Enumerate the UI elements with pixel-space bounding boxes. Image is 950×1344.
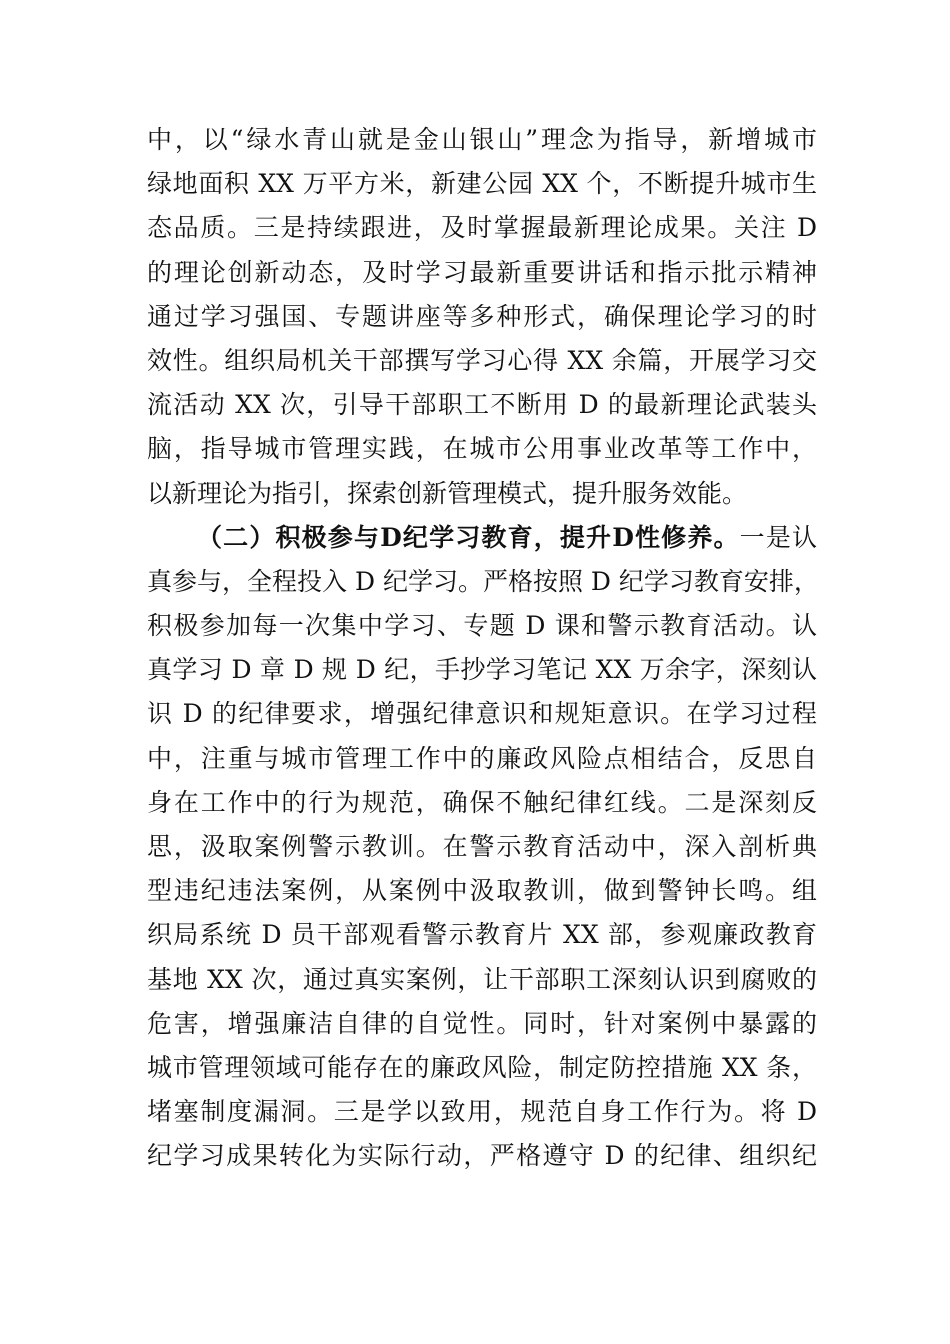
text-line: 基地 XX 次，通过真实案例，让干部职工深刻认识到腐败的: [147, 964, 817, 994]
text-line: 织局系统 D 员干部观看警示教育片 XX 部，参观廉政教育: [147, 920, 817, 950]
text-line: 效性。组织局机关干部撰写学习心得 XX 余篇，开展学习交: [147, 345, 817, 375]
text-line: 通过学习强国、专题讲座等多种形式，确保理论学习的时: [147, 301, 817, 331]
text-line: 流活动 XX 次，引导干部职工不断用 D 的最新理论武装头: [147, 390, 817, 420]
text-line: 识 D 的纪律要求，增强纪律意识和规矩意识。在学习过程: [147, 699, 817, 729]
text-line: 思，汲取案例警示教训。在警示教育活动中，深入剖析典: [147, 832, 817, 861]
text-line: 真学习 D 章 D 规 D 纪，手抄学习笔记 XX 万余字，深刻认: [147, 655, 817, 685]
section-heading-line: [147, 516, 817, 560]
body-text: [147, 118, 817, 1179]
text-line: 型违纪违法案例，从案例中汲取教训，做到警钟长鸣。组: [147, 876, 817, 906]
heading-line-rest: 一是认: [739, 522, 817, 552]
section-heading: （二）积极参与D纪学习教育，提升D性修养。: [197, 522, 740, 552]
text-line: 中，以“绿水青山就是金山银山”理念为指导，新增城市: [147, 125, 817, 154]
text-line: 脑，指导城市管理实践，在城市公用事业改革等工作中，: [147, 434, 817, 464]
text-line: 堵塞制度漏洞。三是学以致用，规范自身工作行为。将 D: [147, 1097, 817, 1127]
text-line: 危害，增强廉洁自律的自觉性。同时，针对案例中暴露的: [147, 1008, 817, 1038]
text-line: 态品质。三是持续跟进，及时掌握最新理论成果。关注 D: [147, 213, 817, 243]
text-line: 的理论创新动态，及时学习最新重要讲话和指示批示精神: [147, 257, 817, 287]
text-line: 真参与，全程投入 D 纪学习。严格按照 D 纪学习教育安排，: [147, 566, 819, 596]
text-line: 身在工作中的行为规范，确保不触纪律红线。二是深刻反: [147, 787, 817, 817]
text-line: 中，注重与城市管理工作中的廉政风险点相结合，反思自: [147, 743, 817, 773]
text-line: 城市管理领域可能存在的廉政风险，制定防控措施 XX 条，: [147, 1052, 817, 1082]
text-line: 积极参加每一次集中学习、专题 D 课和警示教育活动。认: [147, 611, 817, 641]
text-line: 纪学习成果转化为实际行动，严格遵守 D 的纪律、组织纪: [147, 1141, 817, 1171]
text-line: 以新理论为指引，探索创新管理模式，提升服务效能。: [147, 478, 748, 508]
text-line: 绿地面积 XX 万平方米，新建公园 XX 个，不断提升城市生: [147, 169, 817, 199]
